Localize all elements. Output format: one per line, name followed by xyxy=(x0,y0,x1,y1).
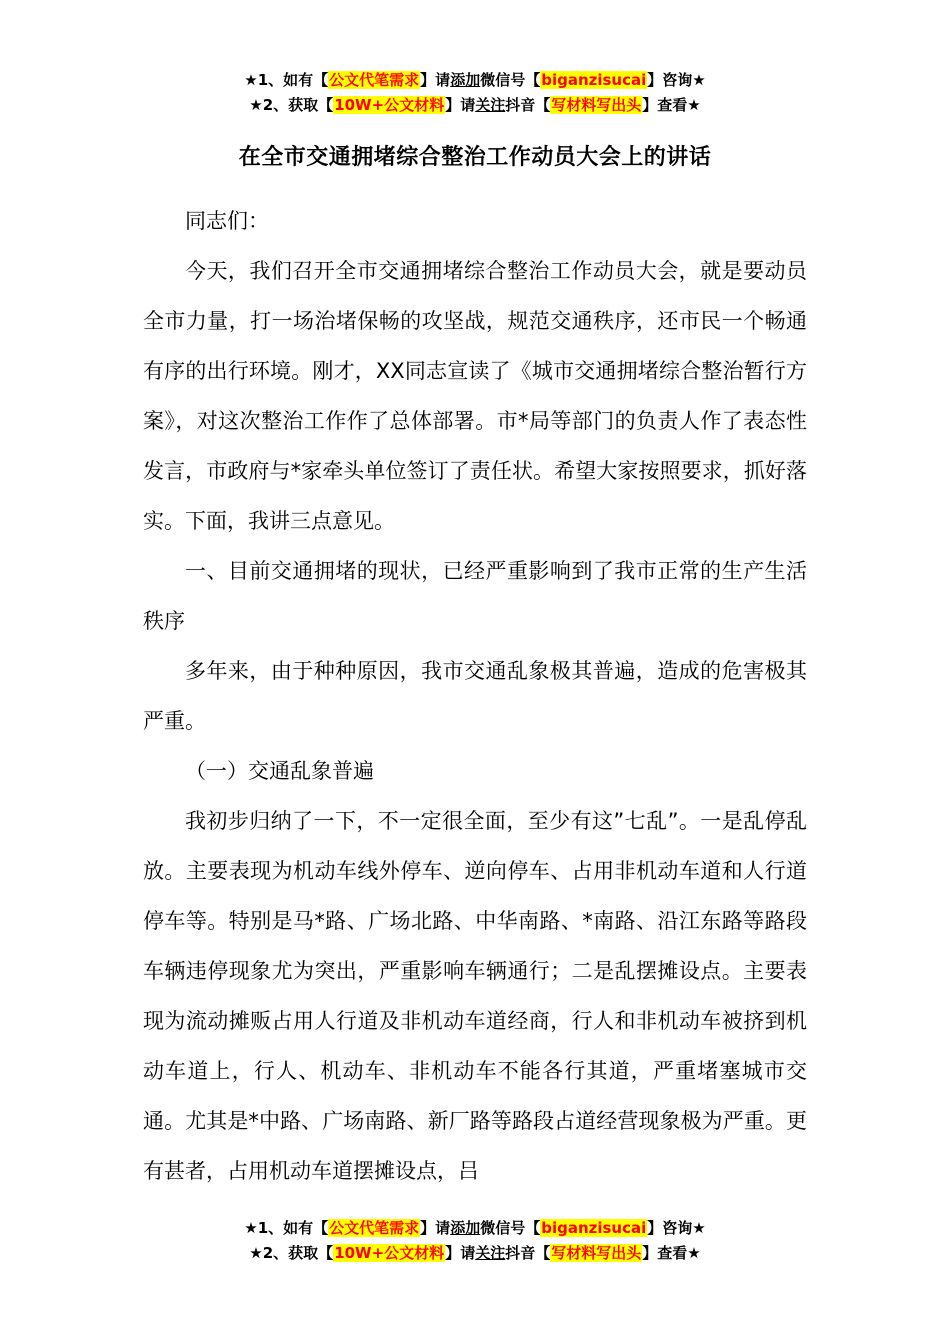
banner-text: ★1、如有【 xyxy=(244,1219,329,1237)
paragraph-intro: 今天，我们召开全市交通拥堵综合整治工作动员大会，就是要动员全市力量，打一场治堵保畅的攻坚战，规范交通秩序，还市民一个畅通有序的出行环境。刚才，XX同志宣读了《城市交通拥堵综合整治暂行方案》，对这次整治工作作了总体部署。市*局等部门的负责人作了表态性发言，市政府与*家牵头单位签订了责任状。希望大家按照要求，抓好落实。下面，我讲三点意见。 xyxy=(143,259,807,533)
document-title: 在全市交通拥堵综合整治工作动员大会上的讲话 xyxy=(238,145,712,170)
banner-line-1 xyxy=(0,1216,950,1241)
banner-highlight: biganzisucai xyxy=(541,71,647,89)
banner-text: 】请 xyxy=(420,1219,451,1237)
paragraph-salutation: 同志们： xyxy=(185,209,269,233)
banner-text: 】咨询★ xyxy=(647,71,706,89)
banner-highlight: 写材料写出头 xyxy=(551,96,642,114)
banner-text: 】查看★ xyxy=(642,1244,701,1262)
banner-text: 抖音【 xyxy=(505,96,551,114)
banner-text: 微信号【 xyxy=(480,1219,541,1237)
bottom-banner xyxy=(0,1216,950,1266)
banner-underline: 关注 xyxy=(475,96,506,114)
banner-line-1 xyxy=(0,68,950,93)
paragraph: 多年来，由于种种原因，我市交通乱象极其普遍，造成的危害极其严重。 xyxy=(143,659,807,733)
banner-highlight: 10W+公文材料 xyxy=(334,96,445,114)
banner-highlight: 10W+公文材料 xyxy=(334,1244,445,1262)
banner-text: 】咨询★ xyxy=(647,1219,706,1237)
banner-line-2 xyxy=(0,1241,950,1266)
banner-text: 】请 xyxy=(445,96,476,114)
paragraph: 我初步归纳了一下，不一定很全面，至少有这”七乱”。一是乱停乱放。主要表现为机动车线外停车、逆向停车、占用非机动车道和人行道停车等。特别是马*路、广场北路、中华南路、*南路、沿江东路等路段车辆违停现象尤为突出，严重影响车辆通行；二是乱摆摊设点。主要表现为流动摊贩占用人行道及非机动车道经商，行人和非机动车被挤到机动车道上，行人、机动车、非机动车不能各行其道，严重堵塞城市交通。尤其是*中路、广场南路、新厂路等路段占道经营现象极为严重。更有甚者，占用机动车道摆摊设点，吕 xyxy=(143,809,807,1183)
top-banner xyxy=(0,68,950,118)
banner-text: 】查看★ xyxy=(642,96,701,114)
banner-line-2 xyxy=(0,93,950,118)
banner-highlight: 公文代笔需求 xyxy=(329,1219,420,1237)
banner-highlight: 写材料写出头 xyxy=(551,1244,642,1262)
banner-text: ★2、获取【 xyxy=(249,96,334,114)
banner-text: 】请 xyxy=(420,71,451,89)
document-body xyxy=(143,196,807,1196)
banner-text: ★1、如有【 xyxy=(244,71,329,89)
banner-text: ★2、获取【 xyxy=(249,1244,334,1262)
banner-highlight: biganzisucai xyxy=(541,1219,647,1237)
banner-underline: 关注 xyxy=(475,1244,506,1262)
banner-highlight: 公文代笔需求 xyxy=(329,71,420,89)
banner-text: 抖音【 xyxy=(505,1244,551,1262)
banner-underline: 添加 xyxy=(450,71,481,89)
banner-underline: 添加 xyxy=(450,1219,481,1237)
subsection-heading-1: （一）交通乱象普遍 xyxy=(185,759,374,783)
banner-text: 】请 xyxy=(445,1244,476,1262)
section-heading-1: 一、目前交通拥堵的现状，已经严重影响到了我市正常的生产生活秩序 xyxy=(143,559,807,633)
banner-text: 微信号【 xyxy=(480,71,541,89)
